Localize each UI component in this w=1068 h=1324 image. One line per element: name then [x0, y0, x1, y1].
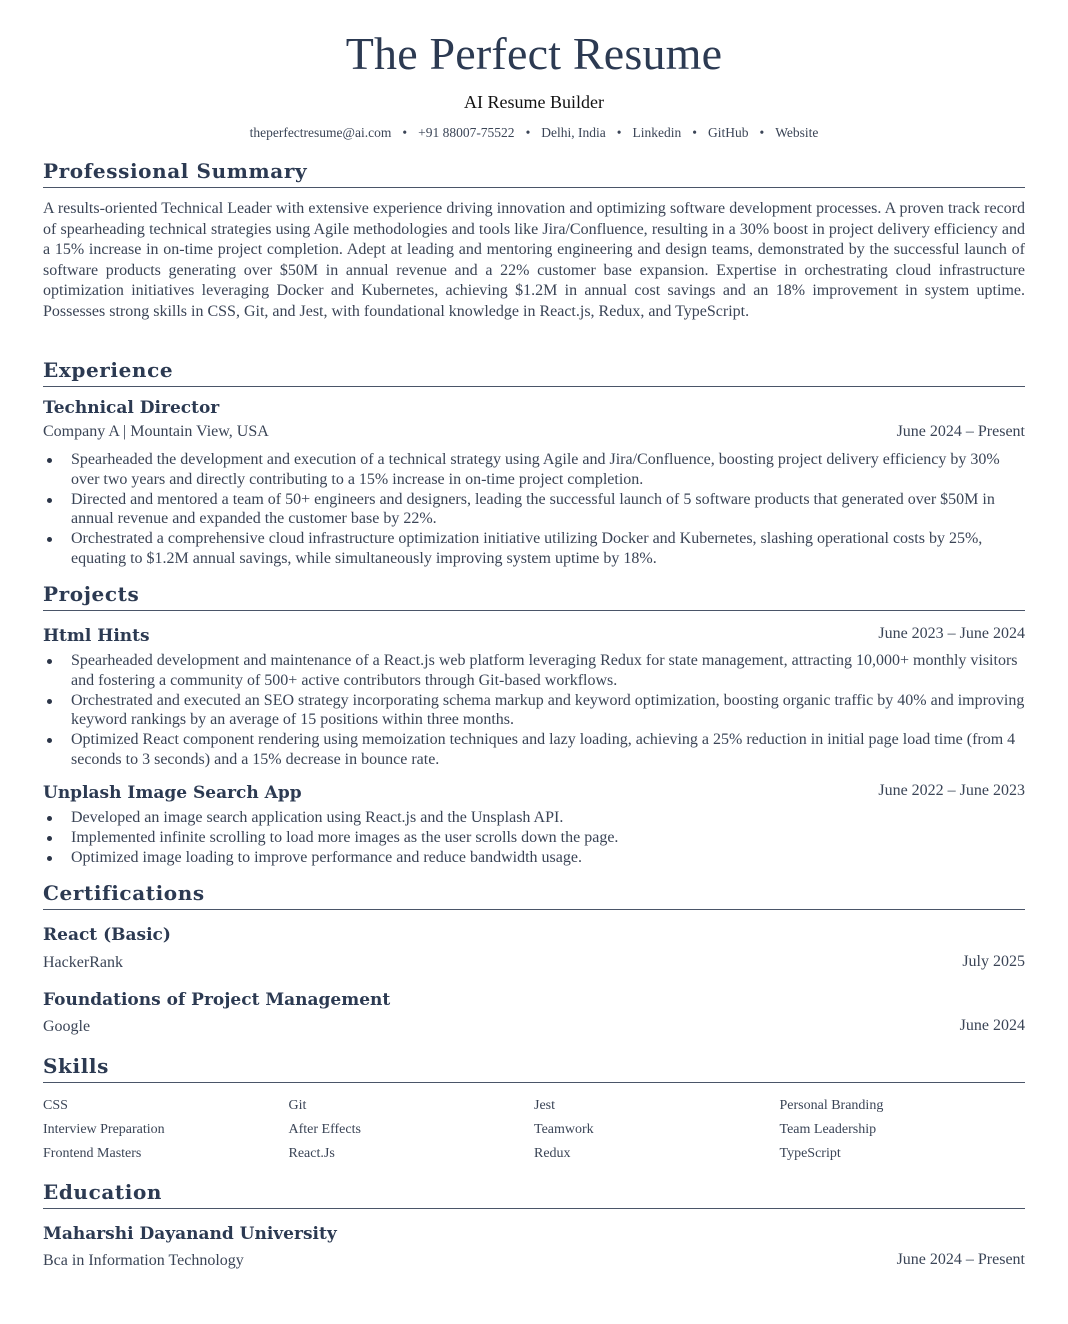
- skill-item: CSS: [43, 1098, 68, 1113]
- list-item: Developed an image search application using React.js and the Unsplash API.: [43, 808, 1025, 828]
- job-title: Technical Director: [43, 398, 220, 418]
- headline: AI Resume Builder: [464, 92, 604, 112]
- skill-item: Teamwork: [534, 1122, 594, 1137]
- contact-linkedin-link[interactable]: Linkedin: [632, 125, 682, 140]
- education-school: Maharshi Dayanand University: [43, 1224, 337, 1244]
- section-title-experience: Experience: [43, 357, 1025, 387]
- skill-item: Git: [288, 1098, 307, 1113]
- separator: •: [759, 125, 765, 140]
- separator: •: [525, 125, 531, 140]
- contact-website-link[interactable]: Website: [775, 125, 819, 140]
- summary-text: A results-oriented Technical Leader with extensive experience driving innovation and optimizing software development processes. A proven track record of spearheading technical strategies using Agile methodologies and tools like Jira/Confluence, resulting in a 30% boost in project delivery efficiency and a 15% increase in on-time project completion. Adept at leading and mentoring engineering and design teams, demonstrated by the successful launch of software products generating over $50M in annual revenue and a 22% customer base expansion. Expertise in orchestrating cloud infrastructure optimization initiatives leveraging Docker and Kubernetes, achieving $1.2M in annual cost savings and an 18% improvement in system uptime. Possesses strong skills in CSS, Git, and Jest, with foundational knowledge in React.js, Redux, and TypeScript.: [43, 200, 1025, 320]
- certification-issuer: Google: [43, 1018, 91, 1035]
- candidate-name: The Perfect Resume: [345, 28, 723, 79]
- skill-item: React.Js: [288, 1146, 335, 1161]
- certification-issuer: HackerRank: [43, 954, 123, 971]
- contact-phone[interactable]: +91 88007-75522: [418, 125, 515, 140]
- job-bullets: [43, 450, 1025, 569]
- skill-item: TypeScript: [779, 1146, 841, 1161]
- skill-item: Team Leadership: [779, 1122, 877, 1137]
- section-title-certifications: Certifications: [43, 880, 1025, 910]
- list-item: Optimized React component rendering using memoization techniques and lazy loading, achieving a 25% reduction in initial page load time (from 4 seconds to 3 seconds) and a 15% decrease in bounce rate.: [43, 730, 1025, 770]
- skill-item: After Effects: [288, 1122, 361, 1137]
- list-item: Implemented infinite scrolling to load more images as the user scrolls down the page.: [43, 828, 1025, 848]
- job-dates: June 2024 – Present: [896, 423, 1025, 440]
- project-name: Unplash Image Search App: [43, 783, 302, 803]
- list-item: Spearheaded the development and execution of a technical strategy using Agile and Jira/Confluence, boosting project delivery efficiency by 30% over two years and directly contributing to a 15% increase in on-time project completion.: [43, 450, 1025, 490]
- certification-date: July 2025: [962, 953, 1025, 970]
- project-name: Html Hints: [43, 626, 150, 646]
- education-dates: June 2024 – Present: [896, 1251, 1025, 1268]
- separator: •: [402, 125, 408, 140]
- certification-date: June 2024: [959, 1017, 1025, 1034]
- skill-item: Redux: [534, 1146, 571, 1161]
- list-item: Spearheaded development and maintenance of a React.js web platform leveraging Redux for state management, attracting 10,000+ monthly visitors and fostering a community of 500+ active contributors through Git-based workflows.: [43, 651, 1025, 691]
- skill-item: Frontend Masters: [43, 1146, 142, 1161]
- list-item: Optimized image loading to improve performance and reduce bandwidth usage.: [43, 848, 1025, 868]
- education-degree: Bca in Information Technology: [43, 1252, 244, 1269]
- project-bullets: [43, 808, 1025, 867]
- list-item: Orchestrated and executed an SEO strategy incorporating schema markup and keyword optimization, boosting organic traffic by 40% and improving keyword rankings by an average of 15 positions within three months.: [43, 691, 1025, 731]
- project-bullets: [43, 651, 1025, 770]
- section-title-projects: Projects: [43, 581, 1025, 611]
- contact-bar: [43, 124, 1025, 142]
- contact-github-link[interactable]: GitHub: [708, 125, 749, 140]
- contact-email[interactable]: theperfectresume@ai.com: [249, 125, 392, 140]
- section-title-education: Education: [43, 1179, 1025, 1209]
- project-dates: June 2023 – June 2024: [878, 625, 1025, 642]
- contact-location: Delhi, India: [541, 125, 606, 140]
- list-item: Orchestrated a comprehensive cloud infrastructure optimization initiative utilizing Docker and Kubernetes, slashing operational costs by 25%, equating to $1.2M annual savings, while simultaneously improving system uptime by 18%.: [43, 529, 1025, 569]
- certification-name: Foundations of Project Management: [43, 990, 391, 1010]
- project-dates: June 2022 – June 2023: [878, 782, 1025, 799]
- job-company: Company A | Mountain View, USA: [43, 423, 269, 440]
- list-item: Directed and mentored a team of 50+ engineers and designers, leading the successful launch of 5 software products that generated over $50M in annual revenue and expanded the customer base by 22%.: [43, 490, 1025, 530]
- skills-grid: [43, 1096, 1025, 1164]
- skill-item: Personal Branding: [779, 1098, 884, 1113]
- section-title-summary: Professional Summary: [43, 158, 1025, 188]
- section-title-skills: Skills: [43, 1053, 1025, 1083]
- separator: •: [616, 125, 622, 140]
- certification-name: React (Basic): [43, 925, 171, 945]
- separator: •: [692, 125, 697, 140]
- skill-item: Jest: [534, 1098, 555, 1113]
- skill-item: Interview Preparation: [43, 1122, 165, 1137]
